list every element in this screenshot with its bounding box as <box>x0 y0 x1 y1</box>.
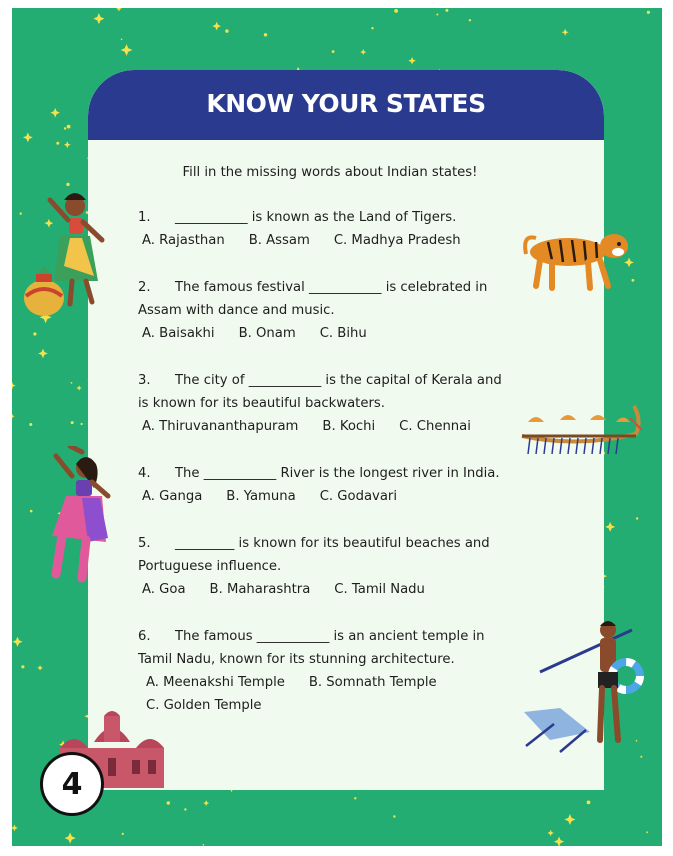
option-c[interactable]: C. Tamil Nadu <box>334 582 425 597</box>
option-c[interactable]: C. Bihu <box>319 326 367 341</box>
bharatanatyam-dancer-icon <box>42 446 112 586</box>
question-text: _________ is known for its beautiful beaches and <box>175 536 490 551</box>
options-row <box>138 694 538 717</box>
question-text-continued: is known for its beautiful backwaters. <box>138 396 385 411</box>
options-row <box>138 485 538 508</box>
page-number-badge: 4 <box>40 752 104 816</box>
options-row <box>138 578 538 601</box>
option-b[interactable]: B. Onam <box>238 326 296 341</box>
question-4 <box>138 462 538 508</box>
kathak-dancer-icon <box>20 186 110 326</box>
option-a[interactable]: A. Baisakhi <box>142 326 215 341</box>
question-text-continued: Tamil Nadu, known for its stunning architecture. <box>138 652 455 667</box>
question-number: 1. <box>138 210 151 225</box>
question-3 <box>138 369 538 438</box>
quiz-body <box>138 165 538 717</box>
instruction-text: Fill in the missing words about Indian states! <box>182 165 478 180</box>
question-text-continued: Portuguese influence. <box>138 559 282 574</box>
question-number: 4. <box>138 466 151 481</box>
tiger-icon <box>518 224 636 292</box>
beach-man-icon <box>520 612 644 760</box>
option-c[interactable]: C. Golden Temple <box>146 698 262 713</box>
option-c[interactable]: C. Chennai <box>399 419 471 434</box>
question-text: The famous festival ___________ is celebrated in <box>175 280 488 295</box>
option-b[interactable]: B. Somnath Temple <box>308 675 437 690</box>
title-banner <box>88 70 604 140</box>
option-b[interactable]: B. Kochi <box>322 419 376 434</box>
question-number: 6. <box>138 629 151 644</box>
question-1 <box>138 206 538 252</box>
question-text: The city of ___________ is the capital of Kerala and <box>175 373 502 388</box>
question-text: The famous ___________ is an ancient temple in <box>175 629 485 644</box>
options-row <box>138 671 538 694</box>
question-number: 5. <box>138 536 151 551</box>
question-6 <box>138 625 538 717</box>
question-text: The ___________ River is the longest river in India. <box>175 466 500 481</box>
options-row <box>138 229 538 252</box>
option-b[interactable]: B. Yamuna <box>226 489 296 504</box>
question-text: ___________ is known as the Land of Tigers. <box>175 210 457 225</box>
question-text-continued: Assam with dance and music. <box>138 303 335 318</box>
page-title: KNOW YOUR STATES <box>206 88 486 118</box>
snake-boat-icon <box>518 400 648 462</box>
option-c[interactable]: C. Madhya Pradesh <box>333 233 461 248</box>
option-a[interactable]: A. Ganga <box>142 489 203 504</box>
question-number: 2. <box>138 280 151 295</box>
option-b[interactable]: B. Assam <box>248 233 310 248</box>
option-a[interactable]: A. Goa <box>142 582 186 597</box>
option-a[interactable]: A. Rajasthan <box>142 233 225 248</box>
option-a[interactable]: A. Thiruvananthapuram <box>142 419 299 434</box>
question-2 <box>138 276 538 345</box>
option-b[interactable]: B. Maharashtra <box>209 582 311 597</box>
worksheet-page <box>12 8 662 846</box>
options-row <box>138 415 538 438</box>
options-row <box>138 322 538 345</box>
option-c[interactable]: C. Godavari <box>319 489 398 504</box>
question-5 <box>138 532 538 601</box>
question-number: 3. <box>138 373 151 388</box>
option-a[interactable]: A. Meenakshi Temple <box>146 675 285 690</box>
